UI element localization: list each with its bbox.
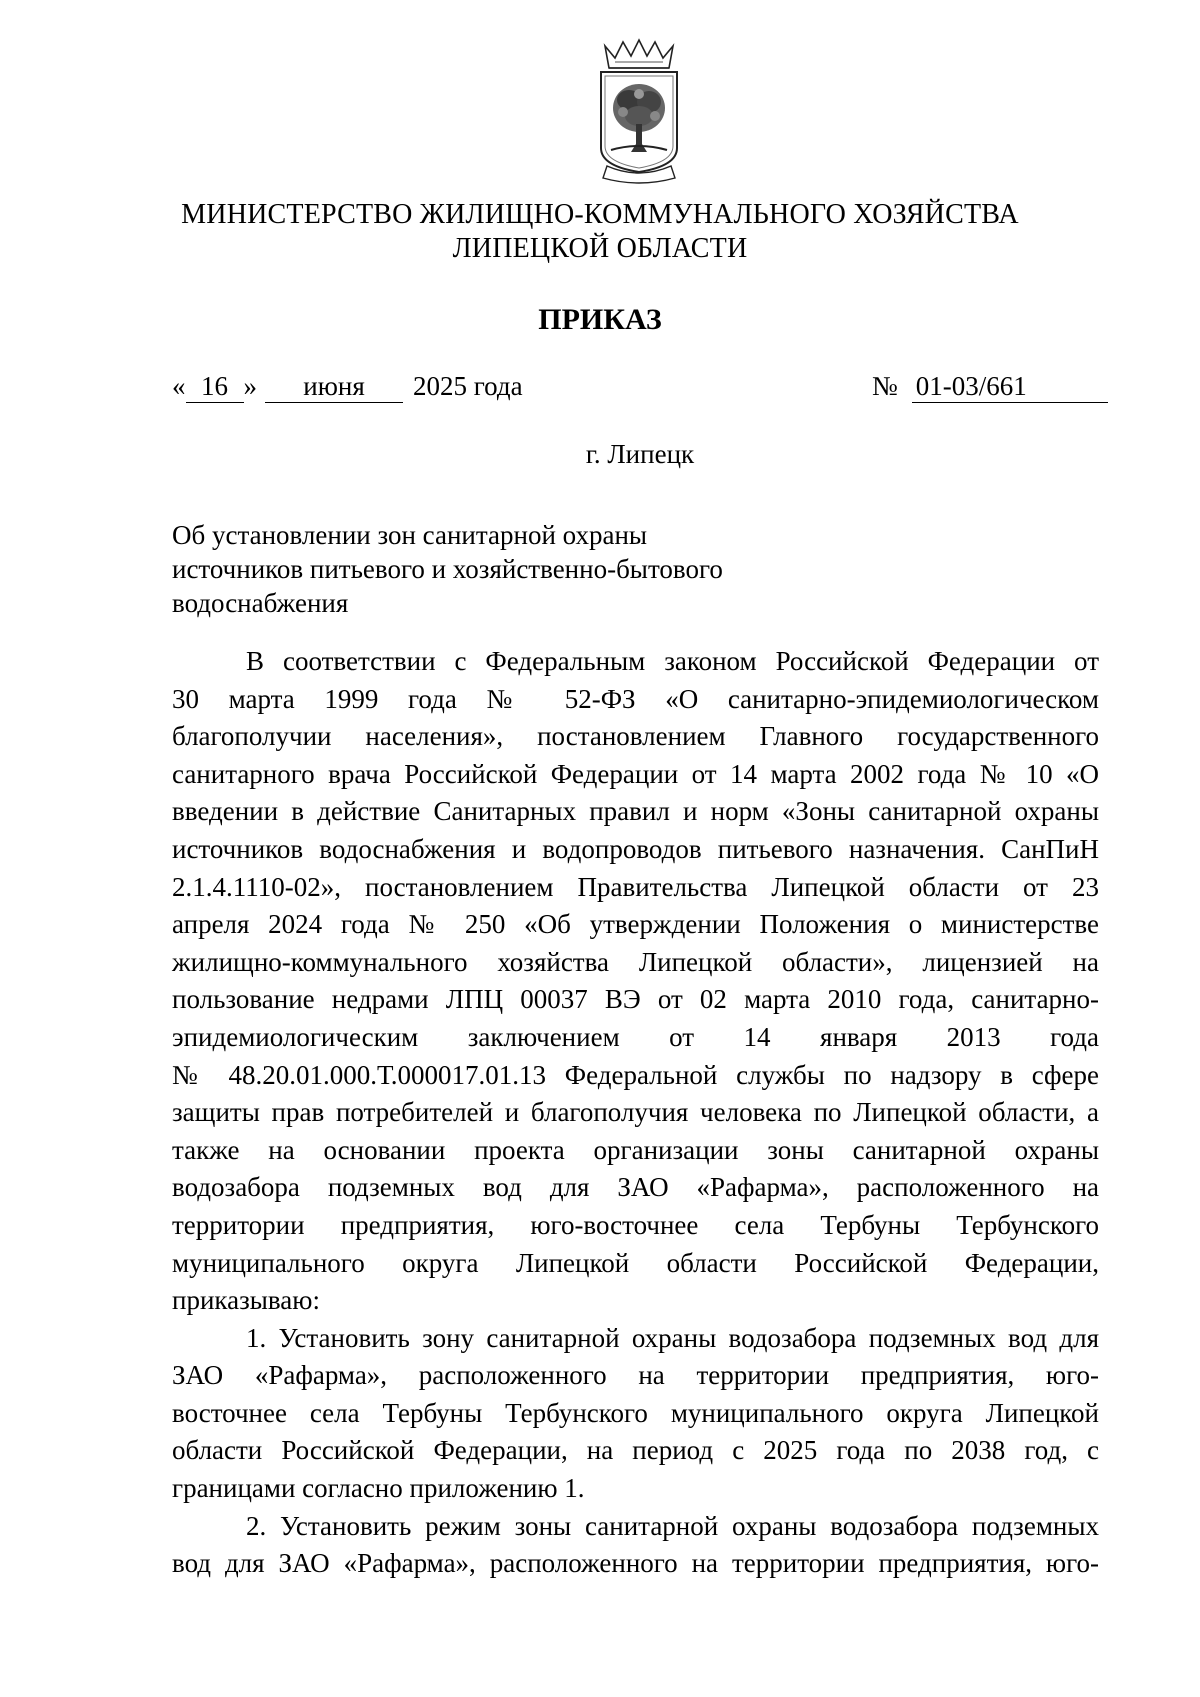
preamble-line: жилищно-коммунального хозяйства Липецкой области», лицензией на <box>172 946 1099 977</box>
order-number-value: 01-03/661 <box>912 370 1108 403</box>
item-line: восточнее села Тербуны Тербунского муниципального округа Липецкой <box>172 1397 1099 1428</box>
date-day: 16 <box>186 370 244 403</box>
preamble-line: благополучии населения», постановлением Главного государственного <box>172 721 1099 752</box>
city: г. Липецк <box>585 439 695 469</box>
subject-line-2: источников питьевого и хозяйственно-бытового <box>172 554 723 584</box>
item-line: границами согласно приложению 1. <box>172 1473 585 1504</box>
ministry-line-2: ЛИПЕЦКОЙ ОБЛАСТИ <box>452 233 748 264</box>
lipetsk-coat-of-arms-icon <box>591 38 687 184</box>
date-month: июня <box>265 370 403 403</box>
preamble-line: источников водоснабжения и водопроводов питьевого назначения. СанПиН <box>172 833 1099 864</box>
preamble-line: водозабора подземных вод для ЗАО «Рафарма», расположенного на <box>172 1172 1099 1203</box>
preamble-line: апреля 2024 года № 250 «Об утверждении Положения о министерстве <box>172 909 1099 940</box>
preamble-line: санитарного врача Российской Федерации от 14 марта 2002 года № 10 «О <box>172 758 1099 789</box>
order-number <box>872 370 1108 403</box>
preamble-line: № 48.20.01.000.Т.000017.01.13 Федеральной службы по надзору в сфере <box>172 1059 1099 1090</box>
date-year: 2025 года <box>413 371 523 401</box>
preamble-line: эпидемиологическим заключением от 14 января 2013 года <box>172 1021 1099 1052</box>
preamble-line: территории предприятия, юго-восточнее села Тербуны Тербунского <box>172 1209 1099 1240</box>
preamble-paragraph <box>172 643 1099 1320</box>
preamble-line: 30 марта 1999 года № 52-ФЗ «О санитарно-эпидемиологическом <box>172 683 1099 714</box>
order-date <box>172 370 523 403</box>
number-sign: № <box>872 371 898 401</box>
order-item-2 <box>172 1508 1099 1583</box>
subject-line-3: водоснабжения <box>172 588 349 618</box>
item-line: 2. Установить режим зоны санитарной охраны водозабора подземных <box>246 1510 1099 1541</box>
preamble-line: пользование недрами ЛПЦ 00037 ВЭ от 02 марта 2010 года, санитарно- <box>172 984 1099 1015</box>
order-item-1 <box>172 1320 1099 1508</box>
date-close-quote: » <box>243 371 257 401</box>
ministry-name <box>0 198 1200 266</box>
preamble-line: муниципального округа Липецкой области Российской Федерации, <box>172 1247 1099 1278</box>
preamble-line: защиты прав потребителей и благополучия человека по Липецкой области, а <box>172 1097 1099 1128</box>
preamble-line: также на основании проекта организации зоны санитарной охраны <box>172 1134 1099 1165</box>
preamble-line: приказываю: <box>172 1285 320 1316</box>
preamble-line: 2.1.4.1110-02», постановлением Правительства Липецкой области от 23 <box>172 871 1099 902</box>
item-line: области Российской Федерации, на период с 2025 года по 2038 год, с <box>172 1435 1099 1466</box>
ministry-line-1: МИНИСТЕРСТВО ЖИЛИЩНО-КОММУНАЛЬНОГО ХОЗЯЙСТВА <box>181 199 1019 230</box>
subject-line-1: Об установлении зон санитарной охраны <box>172 520 648 550</box>
order-subject <box>172 518 792 620</box>
document-type: ПРИКАЗ <box>538 303 662 336</box>
date-open-quote: « <box>172 371 186 401</box>
item-line: ЗАО «Рафарма», расположенного на территории предприятия, юго- <box>172 1360 1099 1391</box>
order-body <box>172 643 1099 1583</box>
item-line: вод для ЗАО «Рафарма», расположенного на территории предприятия, юго- <box>172 1548 1099 1579</box>
item-line: 1. Установить зону санитарной охраны водозабора подземных вод для <box>246 1322 1099 1353</box>
preamble-line: введении в действие Санитарных правил и норм «Зоны санитарной охраны <box>172 796 1099 827</box>
preamble-line: В соответствии с Федеральным законом Российской Федерации от <box>246 646 1099 676</box>
